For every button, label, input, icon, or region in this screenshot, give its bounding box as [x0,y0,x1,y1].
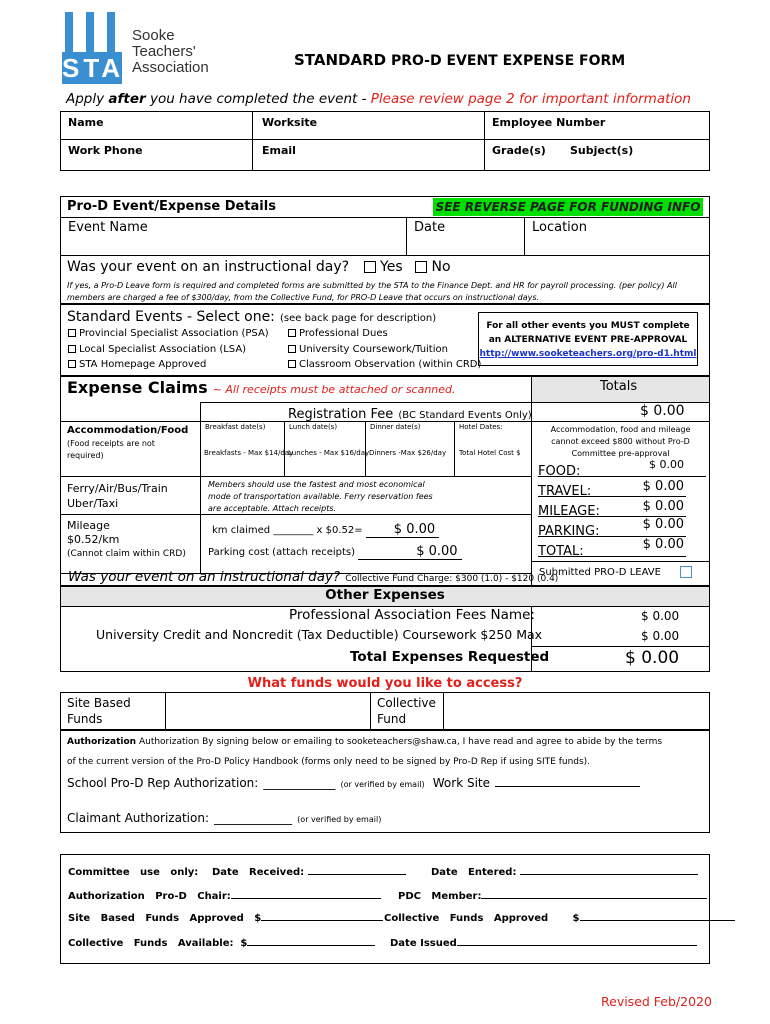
no-checkbox[interactable] [415,261,427,273]
form-title: STANDARD PRO-D EVENT EXPENSE FORM [294,51,626,69]
expense-claims-title: Expense Claims ~ All receipts must be attached or scanned. [67,378,456,397]
date-issued[interactable]: Date Issued [390,938,697,949]
collective-funds-available[interactable]: Collective Funds Available: $ [68,938,375,949]
date-received[interactable]: Date Received: [212,867,406,878]
prof-assoc-label: Professional Association Fees Name: [289,607,535,623]
instructional-day-charge: Was your event on an instructional day? Collective Fund Charge: $300 (1.0) - $120 (0.4) [68,569,559,585]
logo-line1: Sooke [132,27,175,44]
food-subtotal: FOOD: $ 0.00 [538,460,706,477]
accommodation-food-note: (Food receipts are not required) [67,439,155,460]
event-details-header: Pro-D Event/Expense Details [67,199,276,214]
event-location-field[interactable]: Location [532,220,587,235]
dinner-dates-field[interactable]: Dinner date(s) [370,423,421,431]
parking-cost-row[interactable]: Parking cost (attach receipts) $ 0.00 [208,544,462,559]
site-based-funds[interactable]: Site Based Funds [67,696,131,726]
logo-line3: Association [132,59,209,76]
alternative-event-note: For all other events you MUST complete an ALTERNATIVE EVENT PRE-APPROVAL http://www.sooketeachers.org/pro-d1.html [479,321,697,359]
apply-instruction: Apply after you have completed the event - Please review page 2 for important information [66,91,691,107]
dinner-max: Dinners -Max $26/day [369,449,447,457]
pdc-member[interactable]: PDC Member: [398,891,707,902]
totals-header: Totals [600,379,638,394]
pro-d-leave-note: If yes, a Pro-D Leave form is required and completed forms are submitted by the STA to the Finance Dept. and HR for payroll processing. (per policy) All members are charged a fee of $300/day, from the Collective Fund, for PRO-D Leave that occurs on instructional days. [67,281,677,302]
logo-line2: Teachers' [132,43,196,60]
revised-date: Revised Feb/2020 [601,994,712,1009]
university-value: $ 0.00 [641,629,680,643]
logo-letters: STA [62,53,125,83]
expense-total: TOTAL: $ 0.00 [538,537,684,559]
other-expenses-title: Other Expenses [325,587,445,603]
event-date-field[interactable]: Date [414,220,446,235]
grades-field[interactable]: Grade(s) [492,144,546,157]
submitted-leave: Submitted PRO-D LEAVE [539,566,692,578]
sta-logo [62,12,212,87]
event-name-field[interactable]: Event Name [68,220,148,235]
mileage-title: Mileage $0.52/km (Cannot claim within CRD) [67,519,186,559]
funds-question: What funds would you like to access? [247,676,523,691]
km-amount: $ 0.00 [366,522,439,538]
standard-events-title: Standard Events - Select one: (see back page for description) [67,309,437,325]
total-expenses-label: Total Expenses Requested [350,649,550,665]
employee-number-field[interactable]: Employee Number [492,116,606,129]
parking-subtotal: PARKING: $ 0.00 [538,517,684,539]
total-expenses-value: $ 0.00 [625,648,680,668]
authorization-text: Authorization Authorization By signing below or emailing to sooketeachers@shaw.ca, I have read and agree to abide by the terms of the current version of the Pro-D Policy Handbook (forms only need to be signed by Pro-D Rep if using SITE funds). [67,737,663,767]
school-rep-authorization[interactable]: School Pro-D Rep Authorization: ____________ (or verified by email) Work Site [67,772,640,791]
pre-approval-link[interactable]: http://www.sooketeachers.org/pro-d1.html [479,349,697,359]
collective-funds-approved[interactable]: Collective Funds Approved $ [384,913,735,924]
logo-letters-box [62,52,125,84]
event-option-sta-homepage[interactable]: STA Homepage Approved [68,359,206,370]
instructional-day-question: Was your event on an instructional day? Yes No [67,259,451,275]
logo-bars [62,12,122,52]
travel-title: Ferry/Air/Bus/Train Uber/Taxi [67,482,168,510]
no-label: No [431,259,451,275]
lunch-dates-field[interactable]: Lunch date(s) [289,423,338,431]
event-option-classroom[interactable]: Classroom Observation (within CRD) [288,359,481,370]
date-entered[interactable]: Date Entered: [431,867,698,878]
see-reverse-banner: SEE REVERSE PAGE FOR FUNDING INFO [433,198,703,216]
lunch-max: Lunches - Max $16/day [288,449,370,457]
yes-label: Yes [380,259,403,275]
km-claimed-row[interactable]: km claimed ________ x $0.52= $ 0.00 [212,522,439,537]
accommodation-food-title: Accommodation/Food [67,425,189,436]
breakfast-dates-field[interactable]: Breakfast date(s) [205,423,266,431]
travel-subtotal: TRAVEL: $ 0.00 [538,479,684,499]
hotel-dates-field[interactable]: Hotel Dates: [459,423,503,431]
pro-d-chair[interactable]: Authorization Pro-D Chair: [68,891,381,902]
submitted-leave-checkbox[interactable] [680,566,692,578]
registration-fee-label: Registration Fee (BC Standard Events Only) [288,407,532,422]
accommodation-limit-note: Accommodation, food and mileage cannot exceed $800 without Pro-D Committee pre-approval [550,425,691,458]
event-option-university[interactable]: University Coursework/Tuition [288,344,448,355]
hotel-cost[interactable]: Total Hotel Cost $ [459,449,521,457]
event-option-prof-dues[interactable]: Professional Dues [288,328,388,339]
committee-use-only: Committee use only: [68,867,199,878]
breakfast-max: Breakfasts - Max $14/day [204,449,294,457]
collective-fund[interactable]: Collective Fund [377,696,436,726]
worksite-field[interactable]: Worksite [262,116,318,129]
parking-amount: $ 0.00 [358,544,461,560]
yes-checkbox[interactable] [364,261,376,273]
work-phone-field[interactable]: Work Phone [68,144,143,157]
email-field[interactable]: Email [262,144,296,157]
prof-assoc-value: $ 0.00 [641,609,680,623]
event-option-psa[interactable]: Provincial Specialist Association (PSA) [68,328,269,339]
site-funds-approved[interactable]: Site Based Funds Approved $ [68,913,383,924]
name-field[interactable]: Name [68,116,104,129]
travel-note: Members should use the fastest and most economical mode of transportation available. Ferry reservation fees are acceptable. Attach receipts. [208,480,433,513]
university-label: University Credit and Noncredit (Tax Deductible) Coursework $250 Max [96,627,543,642]
mileage-subtotal: MILEAGE: $ 0.00 [538,499,684,519]
registration-fee-total: $ 0.00 [640,403,685,419]
event-option-lsa[interactable]: Local Specialist Association (LSA) [68,344,246,355]
member-info-table [60,111,710,171]
claimant-authorization[interactable]: Claimant Authorization: _____________ (or verified by email) [67,811,382,825]
subjects-field[interactable]: Subject(s) [570,144,634,157]
